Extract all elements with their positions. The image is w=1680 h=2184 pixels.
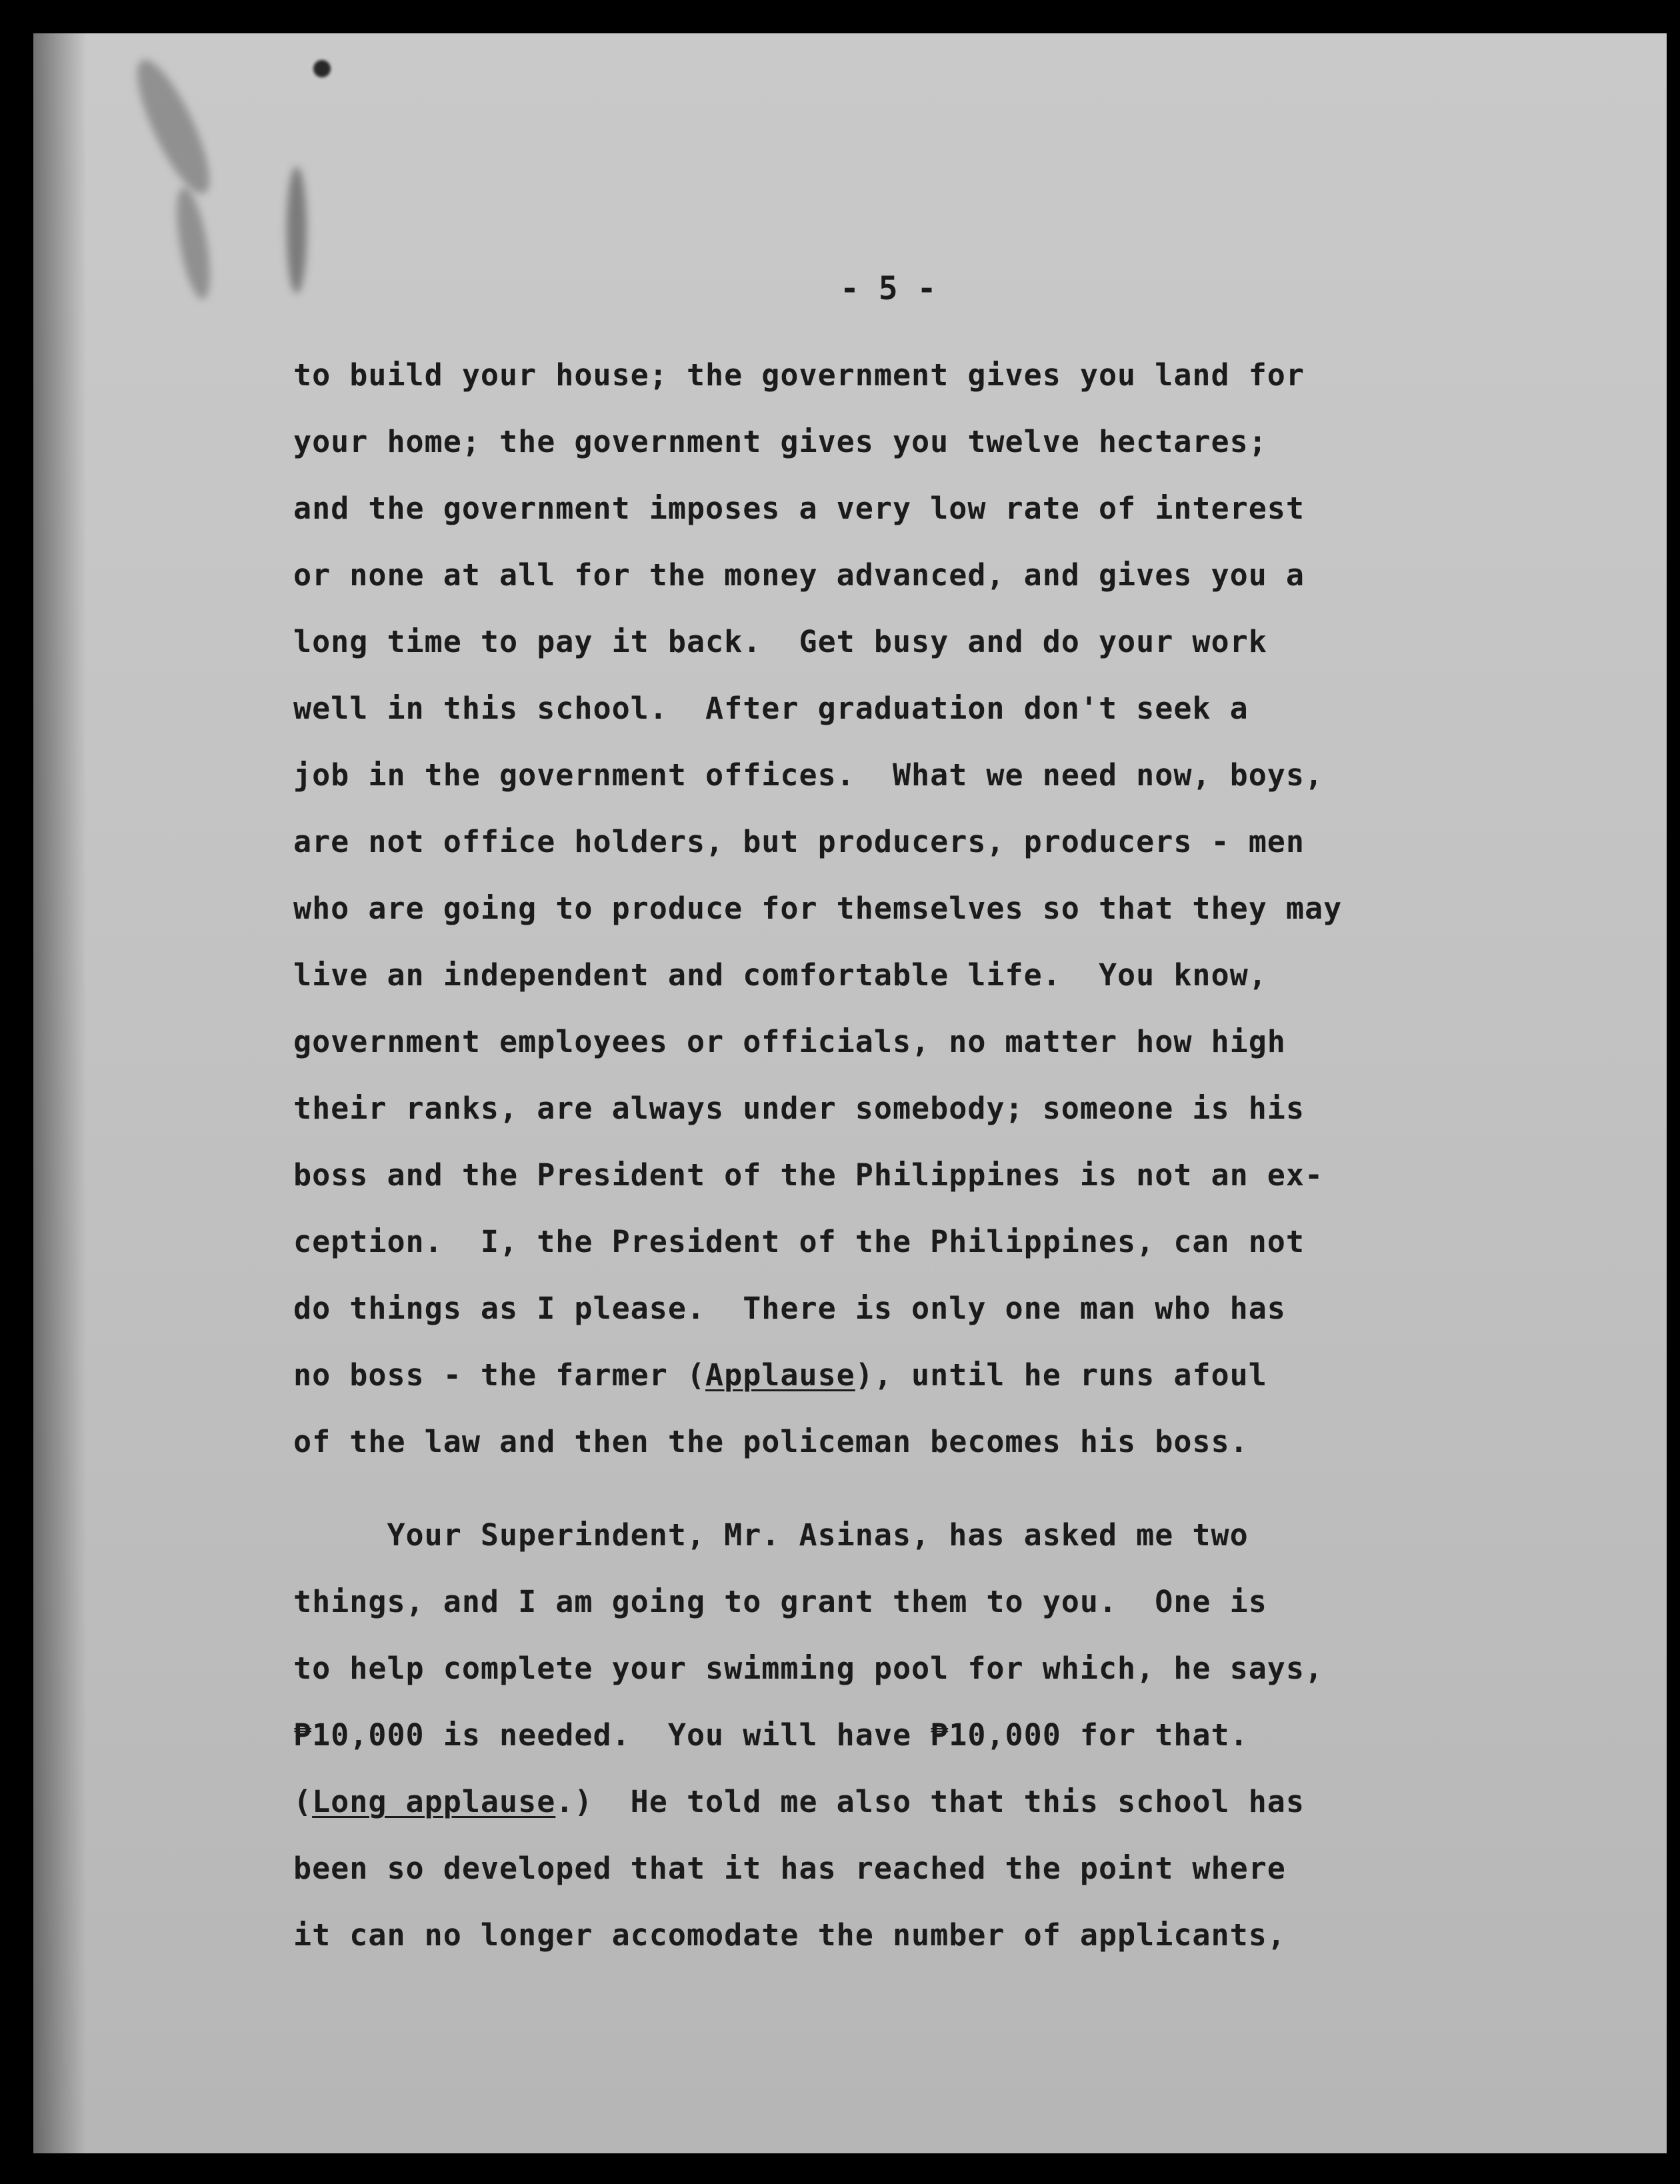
text-line: long time to pay it back. Get busy and do your work — [293, 624, 1267, 659]
text-line: well in this school. After graduation don't seek a — [293, 691, 1249, 726]
text-segment: no boss - the farmer ( — [293, 1357, 706, 1393]
text-line — [293, 1784, 1305, 1819]
text-line: their ranks, are always under somebody; someone is his — [293, 1091, 1305, 1126]
page-number: - 5 - — [840, 270, 937, 307]
underlined-applause: Applause — [705, 1357, 855, 1393]
corner-smudge — [287, 167, 307, 293]
text-line: who are going to produce for themselves so that they may — [293, 891, 1343, 926]
text-line: job in the government offices. What we need now, boys, — [293, 757, 1324, 793]
text-segment: .) He told me also that this school has — [555, 1784, 1305, 1819]
text-line: ₱10,000 is needed. You will have ₱10,000 for that. — [293, 1717, 1249, 1753]
text-line: boss and the President of the Philippines is not an ex- — [293, 1157, 1324, 1193]
text-line: or none at all for the money advanced, and gives you a — [293, 557, 1305, 593]
text-segment: ( — [293, 1784, 313, 1819]
text-line: to help complete your swimming pool for which, he says, — [293, 1651, 1324, 1686]
text-line: live an independent and comfortable life. You know, — [293, 957, 1267, 993]
text-line — [293, 1357, 1267, 1393]
text-line: ception. I, the President of the Philippines, can not — [293, 1224, 1305, 1259]
text-line: and the government imposes a very low rate of interest — [293, 491, 1305, 526]
underlined-long-applause: Long applause — [312, 1784, 556, 1819]
text-line: your home; the government gives you twelve hectares; — [293, 424, 1267, 459]
page-shadow-edge — [33, 33, 87, 2153]
text-line: are not office holders, but producers, producers - men — [293, 824, 1305, 859]
corner-smudge — [171, 185, 217, 301]
text-line: it can no longer accomodate the number of applicants, — [293, 1917, 1286, 1953]
text-line: Your Superindent, Mr. Asinas, has asked me two — [293, 1517, 1249, 1553]
text-segment: ), until he runs afoul — [855, 1357, 1267, 1393]
text-line: government employees or officials, no matter how high — [293, 1024, 1286, 1059]
corner-smudge — [124, 52, 222, 202]
text-line: things, and I am going to grant them to you. One is — [293, 1584, 1267, 1619]
text-line: of the law and then the policeman becomes his boss. — [293, 1424, 1249, 1459]
text-line: been so developed that it has reached the point where — [293, 1851, 1286, 1886]
text-line: to build your house; the government gives you land for — [293, 357, 1305, 393]
ink-spot — [313, 60, 331, 77]
text-line: do things as I please. There is only one man who has — [293, 1291, 1286, 1326]
